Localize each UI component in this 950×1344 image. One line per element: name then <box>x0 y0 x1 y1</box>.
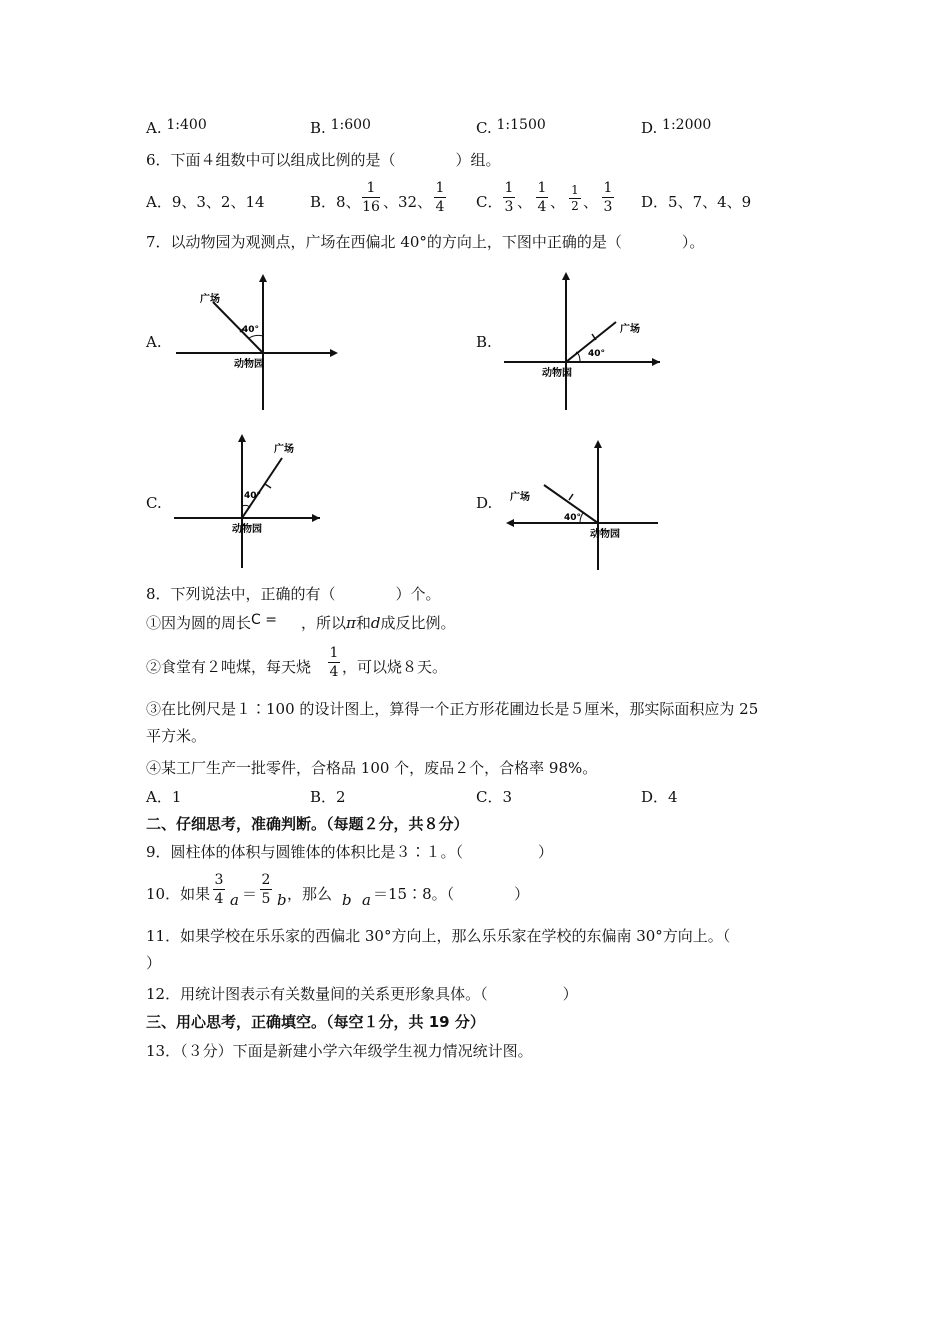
q10-fraction-3-4: 3 4 <box>214 872 224 907</box>
q8-statement-2-suffix: ，可以烧８天。 <box>342 658 448 676</box>
q7-diagram-a <box>170 270 340 415</box>
q8-option-d: D．4 <box>641 788 678 806</box>
q13: 13．（３分）下面是新建小学六年级学生视力情况统计图。 <box>146 1042 533 1060</box>
q7-c-angle: 40° <box>244 491 262 501</box>
q6-option-b-mid: 、32、 <box>383 193 433 211</box>
q7-option-b-letter: B. <box>476 333 492 351</box>
q10-var-a2: a <box>362 891 371 909</box>
q7-diagram-b <box>500 270 665 415</box>
q8-statement-4: ④某工厂生产一批零件，合格品 100 个，废品２个，合格率 98%。 <box>146 759 598 777</box>
section-3-heading: 三、用心思考，正确填空。（每空１分，共 19 分） <box>146 1013 485 1031</box>
q10-var-a: a <box>230 891 239 909</box>
q7-a-label-zoo: 动物园 <box>234 359 264 370</box>
q6-c-fraction-1-3: 1 3 <box>504 180 514 215</box>
q10-fraction-2-5: 2 5 <box>261 872 271 907</box>
q11-line2: ） <box>146 954 162 972</box>
q7-c-label-square: 广场 <box>274 444 294 455</box>
q10-prefix: 10．如果 <box>146 885 211 903</box>
q7-option-d-letter: D. <box>476 494 493 512</box>
q8-option-b: B．2 <box>310 788 346 806</box>
q6-option-a: A．9、3、2、14 <box>146 193 265 211</box>
q10-mid: ，那么 <box>287 885 333 903</box>
q8-option-c: C．3 <box>476 788 513 806</box>
q5-option-c: C. 1:1500 <box>476 117 546 137</box>
q7-a-label-square: 广场 <box>200 294 220 305</box>
q8-statement-2-prefix: ②食堂有２吨煤，每天烧 <box>146 658 312 676</box>
q7-c-label-zoo: 动物园 <box>232 524 262 535</box>
q5-option-b: B. 1:600 <box>310 117 371 137</box>
q6-option-c-prefix: C． <box>476 193 503 211</box>
q7-d-label-zoo: 动物园 <box>590 529 620 540</box>
q8-statement-1: ①因为圆的周长C = ，所以π和d成反比例。 <box>146 612 456 632</box>
q7-option-c-letter: C. <box>146 494 162 512</box>
q7-stem: 7．以动物园为观测点，广场在西偏北 40°的方向上，下图中正确的是（ ）。 <box>146 233 705 251</box>
q10-end: ＝15∶8。（ ） <box>373 885 530 903</box>
q7-b-angle: 40° <box>588 349 606 359</box>
q7-diagram-c <box>170 430 330 572</box>
section-2-heading: 二、仔细思考，准确判断。（每题２分，共８分） <box>146 815 469 833</box>
q10-equals: ＝ <box>242 885 258 903</box>
q6-fraction-1-4: 1 4 <box>435 180 445 215</box>
q7-a-angle: 40° <box>242 325 260 335</box>
q7-d-label-square: 广场 <box>510 492 530 503</box>
q11-line1: 11．如果学校在乐乐家的西偏北 30°方向上，那么乐乐家在学校的东偏南 30°方向上。（ <box>146 927 731 945</box>
q7-option-a-letter: A. <box>146 333 162 351</box>
q10-var-b2: b <box>342 891 352 909</box>
q8-option-a: A．1 <box>146 788 182 806</box>
q8-statement-3-line1: ③在比例尺是１∶100 的设计图上，算得一个正方形花圃边长是５厘米，那实际面积应为 25 <box>146 700 759 718</box>
q6-stem: 6．下面４组数中可以组成比例的是（ ）组。 <box>146 151 501 169</box>
q6-option-d: D．5、7、4、9 <box>641 193 752 211</box>
q7-d-angle: 40° <box>564 513 582 523</box>
q8-stem: 8．下列说法中，正确的有（ ）个。 <box>146 585 441 603</box>
q6-c-sep-3: 、 <box>583 193 599 211</box>
q8-s2-fraction-1-4: 1 4 <box>329 645 339 680</box>
q7-b-label-zoo: 动物园 <box>542 368 572 379</box>
q6-option-b-prefix: B．8、 <box>310 193 361 211</box>
q6-c-sep-1: 、 <box>517 193 533 211</box>
q6-c-fraction-1-3b: 1 3 <box>603 180 613 215</box>
q5-option-a: A. 1:400 <box>146 117 207 137</box>
q7-b-label-square: 广场 <box>620 324 640 335</box>
q9: 9．圆柱体的体积与圆锥体的体积比是３∶１。（ ） <box>146 843 554 861</box>
q10-var-b: b <box>277 891 287 909</box>
q6-c-sep-2: 、 <box>550 193 566 211</box>
q5-option-d: D. 1:2000 <box>641 117 712 137</box>
q6-c-fraction-1-4: 1 4 <box>537 180 547 215</box>
q7-diagram-d <box>500 436 665 574</box>
q6-fraction-1-16: 1 16 <box>362 180 380 215</box>
q6-c-fraction-1-2: 1 2 <box>569 184 581 213</box>
q8-statement-3-line2: 平方米。 <box>146 727 207 745</box>
q12: 12．用统计图表示有关数量间的关系更形象具体。（ ） <box>146 985 578 1003</box>
